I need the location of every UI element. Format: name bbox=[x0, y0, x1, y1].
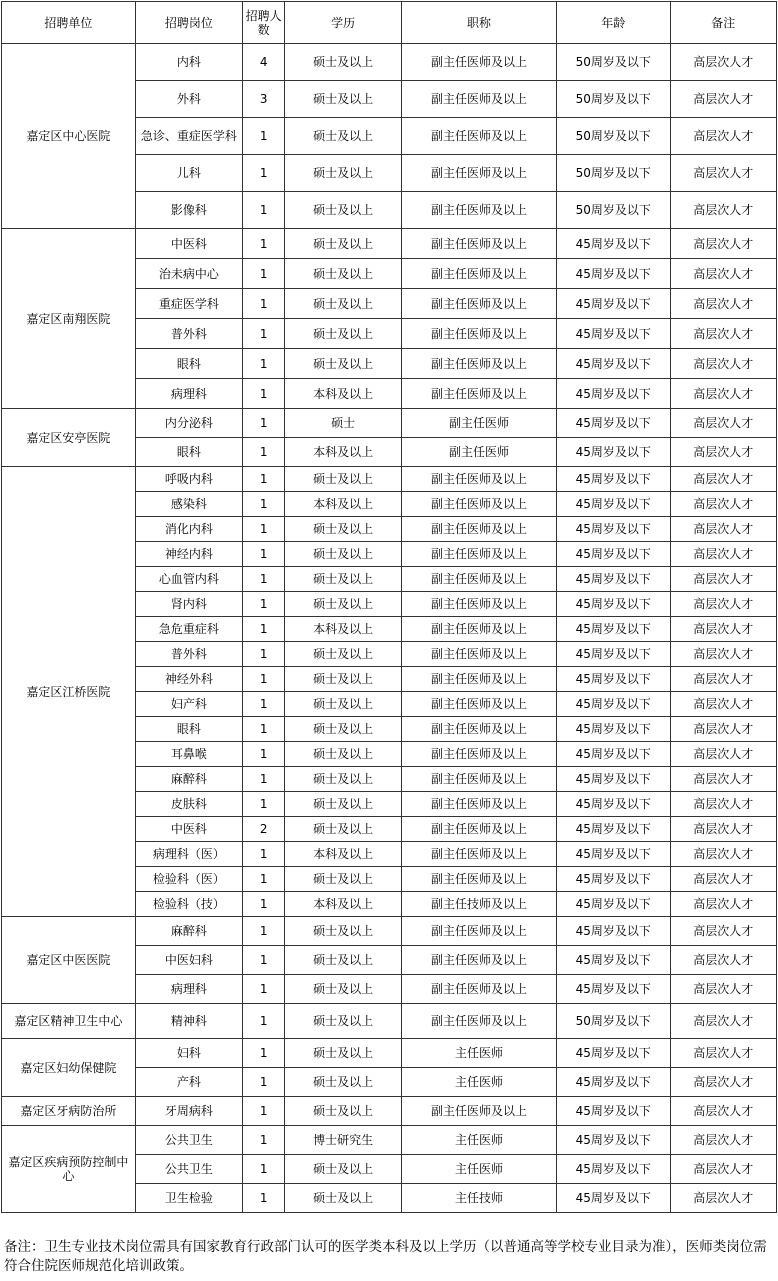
title-cell: 副主任医师及以上 bbox=[402, 44, 557, 81]
count-cell: 1 bbox=[243, 946, 285, 975]
education-cell: 硕士及以上 bbox=[285, 289, 402, 319]
count-cell: 1 bbox=[243, 118, 285, 155]
title-cell: 副主任医师及以上 bbox=[402, 667, 557, 692]
header-row bbox=[2, 2, 777, 44]
age-cell: 45周岁及以下 bbox=[556, 946, 670, 975]
count-cell: 1 bbox=[243, 542, 285, 567]
post-cell: 神经内科 bbox=[135, 542, 242, 567]
remark-cell: 高层次人才 bbox=[670, 438, 776, 467]
education-cell: 硕士及以上 bbox=[285, 349, 402, 379]
title-cell: 副主任医师及以上 bbox=[402, 1004, 557, 1039]
count-cell: 1 bbox=[243, 567, 285, 592]
header-age: 年龄 bbox=[556, 2, 670, 44]
post-cell: 眼科 bbox=[135, 717, 242, 742]
count-cell: 1 bbox=[243, 289, 285, 319]
remark-cell: 高层次人才 bbox=[670, 349, 776, 379]
title-cell: 副主任医师及以上 bbox=[402, 917, 557, 946]
post-cell: 牙周病科 bbox=[135, 1097, 242, 1126]
age-cell: 45周岁及以下 bbox=[556, 1039, 670, 1068]
remark-cell: 高层次人才 bbox=[670, 1004, 776, 1039]
unit-cell: 嘉定区精神卫生中心 bbox=[2, 1004, 136, 1039]
title-cell: 副主任医师及以上 bbox=[402, 289, 557, 319]
remark-cell: 高层次人才 bbox=[670, 155, 776, 192]
age-cell: 45周岁及以下 bbox=[556, 642, 670, 667]
count-cell: 1 bbox=[243, 1126, 285, 1155]
post-cell: 急危重症科 bbox=[135, 617, 242, 642]
table-row bbox=[2, 917, 777, 946]
title-cell: 副主任医师及以上 bbox=[402, 118, 557, 155]
education-cell: 硕士及以上 bbox=[285, 467, 402, 492]
education-cell: 硕士及以上 bbox=[285, 259, 402, 289]
education-cell: 硕士及以上 bbox=[285, 1184, 402, 1213]
age-cell: 45周岁及以下 bbox=[556, 592, 670, 617]
title-cell: 副主任医师 bbox=[402, 409, 557, 438]
table-body bbox=[2, 44, 777, 1213]
title-cell: 副主任医师及以上 bbox=[402, 975, 557, 1004]
title-cell: 副主任医师及以上 bbox=[402, 192, 557, 229]
title-cell: 副主任医师及以上 bbox=[402, 767, 557, 792]
education-cell: 硕士及以上 bbox=[285, 667, 402, 692]
title-cell: 副主任医师及以上 bbox=[402, 349, 557, 379]
education-cell: 硕士及以上 bbox=[285, 1097, 402, 1126]
education-cell: 硕士及以上 bbox=[285, 192, 402, 229]
remark-cell: 高层次人才 bbox=[670, 1184, 776, 1213]
age-cell: 50周岁及以下 bbox=[556, 81, 670, 118]
education-cell: 硕士及以上 bbox=[285, 229, 402, 259]
education-cell: 硕士 bbox=[285, 409, 402, 438]
remark-cell: 高层次人才 bbox=[670, 1039, 776, 1068]
education-cell: 硕士及以上 bbox=[285, 592, 402, 617]
age-cell: 45周岁及以下 bbox=[556, 1068, 670, 1097]
title-cell: 副主任医师及以上 bbox=[402, 1097, 557, 1126]
post-cell: 肾内科 bbox=[135, 592, 242, 617]
education-cell: 硕士及以上 bbox=[285, 567, 402, 592]
remark-cell: 高层次人才 bbox=[670, 946, 776, 975]
education-cell: 硕士及以上 bbox=[285, 1155, 402, 1184]
title-cell: 副主任医师及以上 bbox=[402, 81, 557, 118]
age-cell: 45周岁及以下 bbox=[556, 349, 670, 379]
remark-cell: 高层次人才 bbox=[670, 867, 776, 892]
post-cell: 眼科 bbox=[135, 438, 242, 467]
title-cell: 副主任医师及以上 bbox=[402, 155, 557, 192]
remark-cell: 高层次人才 bbox=[670, 517, 776, 542]
remark-cell: 高层次人才 bbox=[670, 1068, 776, 1097]
remark-cell: 高层次人才 bbox=[670, 892, 776, 917]
title-cell: 副主任医师及以上 bbox=[402, 467, 557, 492]
count-cell: 1 bbox=[243, 1155, 285, 1184]
unit-cell: 嘉定区中心医院 bbox=[2, 44, 136, 229]
education-cell: 硕士及以上 bbox=[285, 717, 402, 742]
age-cell: 50周岁及以下 bbox=[556, 155, 670, 192]
age-cell: 45周岁及以下 bbox=[556, 542, 670, 567]
age-cell: 45周岁及以下 bbox=[556, 817, 670, 842]
post-cell: 麻醉科 bbox=[135, 917, 242, 946]
table-row bbox=[2, 409, 777, 438]
post-cell: 耳鼻喉 bbox=[135, 742, 242, 767]
education-cell: 硕士及以上 bbox=[285, 817, 402, 842]
unit-cell: 嘉定区疾病预防控制中心 bbox=[2, 1126, 136, 1213]
education-cell: 硕士及以上 bbox=[285, 975, 402, 1004]
title-cell: 副主任医师及以上 bbox=[402, 592, 557, 617]
count-cell: 2 bbox=[243, 817, 285, 842]
remark-cell: 高层次人才 bbox=[670, 742, 776, 767]
post-cell: 麻醉科 bbox=[135, 767, 242, 792]
post-cell: 内分泌科 bbox=[135, 409, 242, 438]
age-cell: 50周岁及以下 bbox=[556, 118, 670, 155]
age-cell: 45周岁及以下 bbox=[556, 692, 670, 717]
education-cell: 硕士及以上 bbox=[285, 1039, 402, 1068]
education-cell: 本科及以上 bbox=[285, 492, 402, 517]
education-cell: 硕士及以上 bbox=[285, 767, 402, 792]
age-cell: 45周岁及以下 bbox=[556, 792, 670, 817]
age-cell: 45周岁及以下 bbox=[556, 492, 670, 517]
unit-cell: 嘉定区牙病防治所 bbox=[2, 1097, 136, 1126]
count-cell: 1 bbox=[243, 842, 285, 867]
header-unit: 招聘单位 bbox=[2, 2, 136, 44]
remark-cell: 高层次人才 bbox=[670, 767, 776, 792]
title-cell: 副主任医师及以上 bbox=[402, 229, 557, 259]
remark-cell: 高层次人才 bbox=[670, 81, 776, 118]
count-cell: 1 bbox=[243, 717, 285, 742]
education-cell: 硕士及以上 bbox=[285, 742, 402, 767]
remark-cell: 高层次人才 bbox=[670, 567, 776, 592]
count-cell: 1 bbox=[243, 642, 285, 667]
age-cell: 45周岁及以下 bbox=[556, 767, 670, 792]
count-cell: 1 bbox=[243, 517, 285, 542]
header-count: 招聘人数 bbox=[243, 2, 285, 44]
post-cell: 消化内科 bbox=[135, 517, 242, 542]
post-cell: 呼吸内科 bbox=[135, 467, 242, 492]
table-row bbox=[2, 1039, 777, 1068]
count-cell: 1 bbox=[243, 349, 285, 379]
post-cell: 眼科 bbox=[135, 349, 242, 379]
remark-cell: 高层次人才 bbox=[670, 379, 776, 409]
header-remark: 备注 bbox=[670, 2, 776, 44]
remark-cell: 高层次人才 bbox=[670, 259, 776, 289]
remark-cell: 高层次人才 bbox=[670, 975, 776, 1004]
education-cell: 硕士及以上 bbox=[285, 542, 402, 567]
age-cell: 45周岁及以下 bbox=[556, 319, 670, 349]
unit-cell: 嘉定区安亭医院 bbox=[2, 409, 136, 467]
remark-cell: 高层次人才 bbox=[670, 118, 776, 155]
count-cell: 1 bbox=[243, 259, 285, 289]
recruitment-table bbox=[1, 1, 777, 1213]
age-cell: 45周岁及以下 bbox=[556, 892, 670, 917]
post-cell: 外科 bbox=[135, 81, 242, 118]
education-cell: 硕士及以上 bbox=[285, 946, 402, 975]
age-cell: 45周岁及以下 bbox=[556, 567, 670, 592]
remark-cell: 高层次人才 bbox=[670, 319, 776, 349]
unit-cell: 嘉定区中医医院 bbox=[2, 917, 136, 1004]
title-cell: 副主任医师及以上 bbox=[402, 379, 557, 409]
remark-cell: 高层次人才 bbox=[670, 289, 776, 319]
remark-cell: 高层次人才 bbox=[670, 409, 776, 438]
count-cell: 1 bbox=[243, 692, 285, 717]
education-cell: 硕士及以上 bbox=[285, 155, 402, 192]
post-cell: 公共卫生 bbox=[135, 1155, 242, 1184]
count-cell: 1 bbox=[243, 892, 285, 917]
education-cell: 本科及以上 bbox=[285, 617, 402, 642]
remark-cell: 高层次人才 bbox=[670, 692, 776, 717]
count-cell: 1 bbox=[243, 1097, 285, 1126]
count-cell: 3 bbox=[243, 81, 285, 118]
education-cell: 硕士及以上 bbox=[285, 118, 402, 155]
count-cell: 1 bbox=[243, 667, 285, 692]
title-cell: 副主任医师及以上 bbox=[402, 319, 557, 349]
post-cell: 检验科（技） bbox=[135, 892, 242, 917]
count-cell: 1 bbox=[243, 975, 285, 1004]
education-cell: 硕士及以上 bbox=[285, 81, 402, 118]
post-cell: 儿科 bbox=[135, 155, 242, 192]
remark-cell: 高层次人才 bbox=[670, 229, 776, 259]
title-cell: 副主任医师及以上 bbox=[402, 617, 557, 642]
education-cell: 硕士及以上 bbox=[285, 642, 402, 667]
age-cell: 45周岁及以下 bbox=[556, 289, 670, 319]
post-cell: 精神科 bbox=[135, 1004, 242, 1039]
age-cell: 45周岁及以下 bbox=[556, 667, 670, 692]
remark-cell: 高层次人才 bbox=[670, 542, 776, 567]
count-cell: 1 bbox=[243, 767, 285, 792]
education-cell: 硕士及以上 bbox=[285, 319, 402, 349]
unit-cell: 嘉定区江桥医院 bbox=[2, 467, 136, 917]
post-cell: 病理科 bbox=[135, 975, 242, 1004]
title-cell: 主任医师 bbox=[402, 1068, 557, 1097]
title-cell: 副主任技师及以上 bbox=[402, 892, 557, 917]
count-cell: 4 bbox=[243, 44, 285, 81]
title-cell: 主任技师 bbox=[402, 1184, 557, 1213]
count-cell: 1 bbox=[243, 492, 285, 517]
count-cell: 1 bbox=[243, 1039, 285, 1068]
count-cell: 1 bbox=[243, 617, 285, 642]
post-cell: 普外科 bbox=[135, 642, 242, 667]
count-cell: 1 bbox=[243, 742, 285, 767]
title-cell: 主任医师 bbox=[402, 1155, 557, 1184]
unit-cell: 嘉定区妇幼保健院 bbox=[2, 1039, 136, 1097]
remark-cell: 高层次人才 bbox=[670, 44, 776, 81]
post-cell: 卫生检验 bbox=[135, 1184, 242, 1213]
table-row bbox=[2, 1097, 777, 1126]
age-cell: 45周岁及以下 bbox=[556, 867, 670, 892]
post-cell: 普外科 bbox=[135, 319, 242, 349]
education-cell: 本科及以上 bbox=[285, 842, 402, 867]
count-cell: 1 bbox=[243, 467, 285, 492]
count-cell: 1 bbox=[243, 409, 285, 438]
remark-cell: 高层次人才 bbox=[670, 1126, 776, 1155]
post-cell: 心血管内科 bbox=[135, 567, 242, 592]
age-cell: 45周岁及以下 bbox=[556, 259, 670, 289]
count-cell: 1 bbox=[243, 1004, 285, 1039]
post-cell: 治未病中心 bbox=[135, 259, 242, 289]
post-cell: 内科 bbox=[135, 44, 242, 81]
remark-cell: 高层次人才 bbox=[670, 192, 776, 229]
age-cell: 45周岁及以下 bbox=[556, 742, 670, 767]
post-cell: 影像科 bbox=[135, 192, 242, 229]
count-cell: 1 bbox=[243, 1068, 285, 1097]
remark-cell: 高层次人才 bbox=[670, 817, 776, 842]
remark-cell: 高层次人才 bbox=[670, 492, 776, 517]
education-cell: 本科及以上 bbox=[285, 892, 402, 917]
education-cell: 硕士及以上 bbox=[285, 917, 402, 946]
post-cell: 神经外科 bbox=[135, 667, 242, 692]
age-cell: 45周岁及以下 bbox=[556, 229, 670, 259]
education-cell: 博士研究生 bbox=[285, 1126, 402, 1155]
remark-cell: 高层次人才 bbox=[670, 717, 776, 742]
age-cell: 45周岁及以下 bbox=[556, 438, 670, 467]
age-cell: 50周岁及以下 bbox=[556, 44, 670, 81]
title-cell: 副主任医师及以上 bbox=[402, 517, 557, 542]
education-cell: 硕士及以上 bbox=[285, 517, 402, 542]
header-post: 招聘岗位 bbox=[135, 2, 242, 44]
remark-cell: 高层次人才 bbox=[670, 467, 776, 492]
remark-cell: 高层次人才 bbox=[670, 917, 776, 946]
count-cell: 1 bbox=[243, 867, 285, 892]
unit-cell: 嘉定区南翔医院 bbox=[2, 229, 136, 409]
age-cell: 45周岁及以下 bbox=[556, 1097, 670, 1126]
education-cell: 本科及以上 bbox=[285, 438, 402, 467]
remark-cell: 高层次人才 bbox=[670, 667, 776, 692]
post-cell: 感染科 bbox=[135, 492, 242, 517]
age-cell: 45周岁及以下 bbox=[556, 1184, 670, 1213]
age-cell: 45周岁及以下 bbox=[556, 409, 670, 438]
post-cell: 产科 bbox=[135, 1068, 242, 1097]
education-cell: 硕士及以上 bbox=[285, 1004, 402, 1039]
remark-cell: 高层次人才 bbox=[670, 1097, 776, 1126]
post-cell: 公共卫生 bbox=[135, 1126, 242, 1155]
education-cell: 硕士及以上 bbox=[285, 692, 402, 717]
title-cell: 副主任医师及以上 bbox=[402, 946, 557, 975]
title-cell: 副主任医师及以上 bbox=[402, 742, 557, 767]
title-cell: 副主任医师及以上 bbox=[402, 692, 557, 717]
count-cell: 1 bbox=[243, 592, 285, 617]
count-cell: 1 bbox=[243, 1184, 285, 1213]
title-cell: 副主任医师及以上 bbox=[402, 492, 557, 517]
table-row bbox=[2, 1126, 777, 1155]
remark-cell: 高层次人才 bbox=[670, 592, 776, 617]
age-cell: 45周岁及以下 bbox=[556, 467, 670, 492]
remark-cell: 高层次人才 bbox=[670, 842, 776, 867]
table-row bbox=[2, 1004, 777, 1039]
post-cell: 中医科 bbox=[135, 229, 242, 259]
post-cell: 病理科（医） bbox=[135, 842, 242, 867]
age-cell: 50周岁及以下 bbox=[556, 1004, 670, 1039]
title-cell: 副主任医师及以上 bbox=[402, 817, 557, 842]
table-row bbox=[2, 229, 777, 259]
count-cell: 1 bbox=[243, 192, 285, 229]
age-cell: 45周岁及以下 bbox=[556, 842, 670, 867]
count-cell: 1 bbox=[243, 917, 285, 946]
title-cell: 副主任医师 bbox=[402, 438, 557, 467]
post-cell: 检验科（医） bbox=[135, 867, 242, 892]
post-cell: 皮肤科 bbox=[135, 792, 242, 817]
post-cell: 中医科 bbox=[135, 817, 242, 842]
age-cell: 50周岁及以下 bbox=[556, 192, 670, 229]
post-cell: 妇科 bbox=[135, 1039, 242, 1068]
post-cell: 病理科 bbox=[135, 379, 242, 409]
age-cell: 45周岁及以下 bbox=[556, 617, 670, 642]
count-cell: 1 bbox=[243, 379, 285, 409]
title-cell: 主任医师 bbox=[402, 1039, 557, 1068]
title-cell: 副主任医师及以上 bbox=[402, 542, 557, 567]
count-cell: 1 bbox=[243, 438, 285, 467]
age-cell: 45周岁及以下 bbox=[556, 917, 670, 946]
title-cell: 副主任医师及以上 bbox=[402, 717, 557, 742]
age-cell: 45周岁及以下 bbox=[556, 1155, 670, 1184]
title-cell: 副主任医师及以上 bbox=[402, 792, 557, 817]
title-cell: 副主任医师及以上 bbox=[402, 642, 557, 667]
title-cell: 主任医师 bbox=[402, 1126, 557, 1155]
count-cell: 1 bbox=[243, 229, 285, 259]
header-title: 职称 bbox=[402, 2, 557, 44]
age-cell: 45周岁及以下 bbox=[556, 517, 670, 542]
table-row bbox=[2, 467, 777, 492]
post-cell: 妇产科 bbox=[135, 692, 242, 717]
remark-cell: 高层次人才 bbox=[670, 617, 776, 642]
title-cell: 副主任医师及以上 bbox=[402, 867, 557, 892]
age-cell: 45周岁及以下 bbox=[556, 1126, 670, 1155]
count-cell: 1 bbox=[243, 792, 285, 817]
post-cell: 急诊、重症医学科 bbox=[135, 118, 242, 155]
header-education: 学历 bbox=[285, 2, 402, 44]
education-cell: 硕士及以上 bbox=[285, 867, 402, 892]
count-cell: 1 bbox=[243, 319, 285, 349]
title-cell: 副主任医师及以上 bbox=[402, 259, 557, 289]
remark-cell: 高层次人才 bbox=[670, 642, 776, 667]
post-cell: 中医妇科 bbox=[135, 946, 242, 975]
age-cell: 45周岁及以下 bbox=[556, 379, 670, 409]
education-cell: 硕士及以上 bbox=[285, 792, 402, 817]
education-cell: 本科及以上 bbox=[285, 379, 402, 409]
count-cell: 1 bbox=[243, 155, 285, 192]
post-cell: 重症医学科 bbox=[135, 289, 242, 319]
age-cell: 45周岁及以下 bbox=[556, 717, 670, 742]
footnote: 备注：卫生专业技术岗位需具有国家教育行政部门认可的医学类本科及以上学历（以普通高等学校专业目录为准），医师类岗位需符合住院医师规范化培训政策。 bbox=[4, 1239, 767, 1274]
remark-cell: 高层次人才 bbox=[670, 1155, 776, 1184]
remark-cell: 高层次人才 bbox=[670, 792, 776, 817]
education-cell: 硕士及以上 bbox=[285, 1068, 402, 1097]
title-cell: 副主任医师及以上 bbox=[402, 567, 557, 592]
age-cell: 45周岁及以下 bbox=[556, 975, 670, 1004]
title-cell: 副主任医师及以上 bbox=[402, 842, 557, 867]
table-row bbox=[2, 44, 777, 81]
education-cell: 硕士及以上 bbox=[285, 44, 402, 81]
